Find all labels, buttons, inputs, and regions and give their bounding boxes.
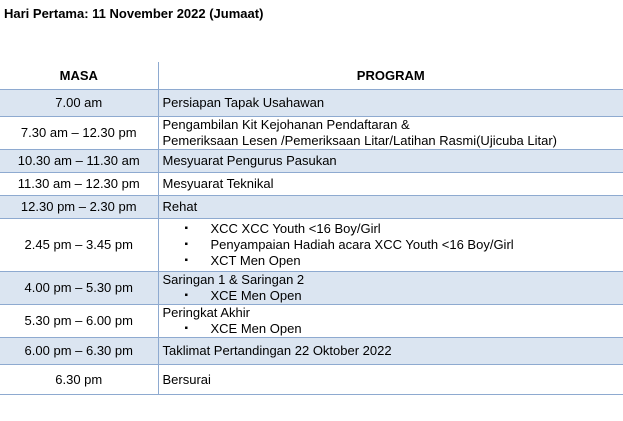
table-row	[0, 272, 623, 305]
program-cell	[158, 90, 623, 117]
column-header-masa: MASA	[0, 62, 158, 90]
program-text: Mesyuarat Pengurus Pasukan	[162, 153, 337, 168]
bullet-text: Penyampaian Hadiah acara XCC Youth <16 Boy/Girl	[210, 237, 514, 252]
program-cell	[158, 365, 623, 395]
program-text: Mesyuarat Teknikal	[162, 176, 274, 191]
program-bullet-item	[163, 221, 620, 237]
program-text: Bersurai	[162, 371, 211, 387]
time-cell: 7.30 am – 12.30 pm	[0, 117, 158, 150]
program-text: Peringkat Akhir	[162, 305, 250, 320]
bullet-icon: ▪	[184, 323, 189, 334]
time-cell: 10.30 am – 11.30 am	[0, 150, 158, 173]
table-row	[0, 196, 623, 219]
table-row	[0, 150, 623, 173]
table-row	[0, 90, 623, 117]
table-row	[0, 219, 623, 272]
program-text: Saringan 1 & Saringan 2	[162, 272, 305, 287]
bullet-text: XCE Men Open	[210, 321, 302, 336]
program-bullet-item	[163, 237, 620, 253]
time-cell: 6.30 pm	[0, 365, 158, 395]
table-row	[0, 173, 623, 196]
program-bullet-item	[163, 253, 620, 269]
bullet-icon: ▪	[184, 255, 189, 266]
table-header-row	[0, 62, 623, 90]
program-text: Pengambilan Kit Kejohanan Pendaftaran &	[162, 117, 410, 132]
time-cell: 5.30 pm – 6.00 pm	[0, 305, 158, 338]
program-cell	[158, 173, 623, 196]
page-title: Hari Pertama: 11 November 2022 (Jumaat)	[4, 6, 264, 21]
program-cell	[158, 219, 623, 272]
bullet-icon: ▪	[184, 290, 189, 301]
bullet-text: XCC XCC Youth <16 Boy/Girl	[210, 221, 381, 236]
program-text: Rehat	[162, 199, 198, 214]
time-cell: 12.30 pm – 2.30 pm	[0, 196, 158, 219]
time-cell: 2.45 pm – 3.45 pm	[0, 219, 158, 272]
column-header-program: PROGRAM	[158, 62, 623, 90]
table-row	[0, 338, 623, 365]
bullet-icon: ▪	[184, 223, 189, 234]
table-row	[0, 365, 623, 395]
bullet-text: XCE Men Open	[210, 288, 302, 303]
program-cell	[158, 272, 623, 305]
program-cell	[158, 338, 623, 365]
program-text: Taklimat Pertandingan 22 Oktober 2022	[162, 343, 392, 358]
time-cell: 7.00 am	[0, 90, 158, 117]
table-row	[0, 117, 623, 150]
program-bullet-item	[163, 321, 620, 337]
program-cell	[158, 117, 623, 150]
bullet-text: XCT Men Open	[210, 253, 301, 268]
program-bullet-item	[163, 288, 620, 304]
time-cell: 6.00 pm – 6.30 pm	[0, 338, 158, 365]
schedule-table	[0, 62, 623, 395]
table-row	[0, 305, 623, 338]
time-cell: 4.00 pm – 5.30 pm	[0, 272, 158, 305]
program-text: Persiapan Tapak Usahawan	[162, 95, 325, 110]
program-cell	[158, 305, 623, 338]
bullet-icon: ▪	[184, 239, 189, 250]
program-cell	[158, 196, 623, 219]
program-text: Pemeriksaan Lesen /Pemeriksaan Litar/Latihan Rasmi(Ujicuba Litar)	[162, 133, 558, 148]
program-cell	[158, 150, 623, 173]
time-cell: 11.30 am – 12.30 pm	[0, 173, 158, 196]
